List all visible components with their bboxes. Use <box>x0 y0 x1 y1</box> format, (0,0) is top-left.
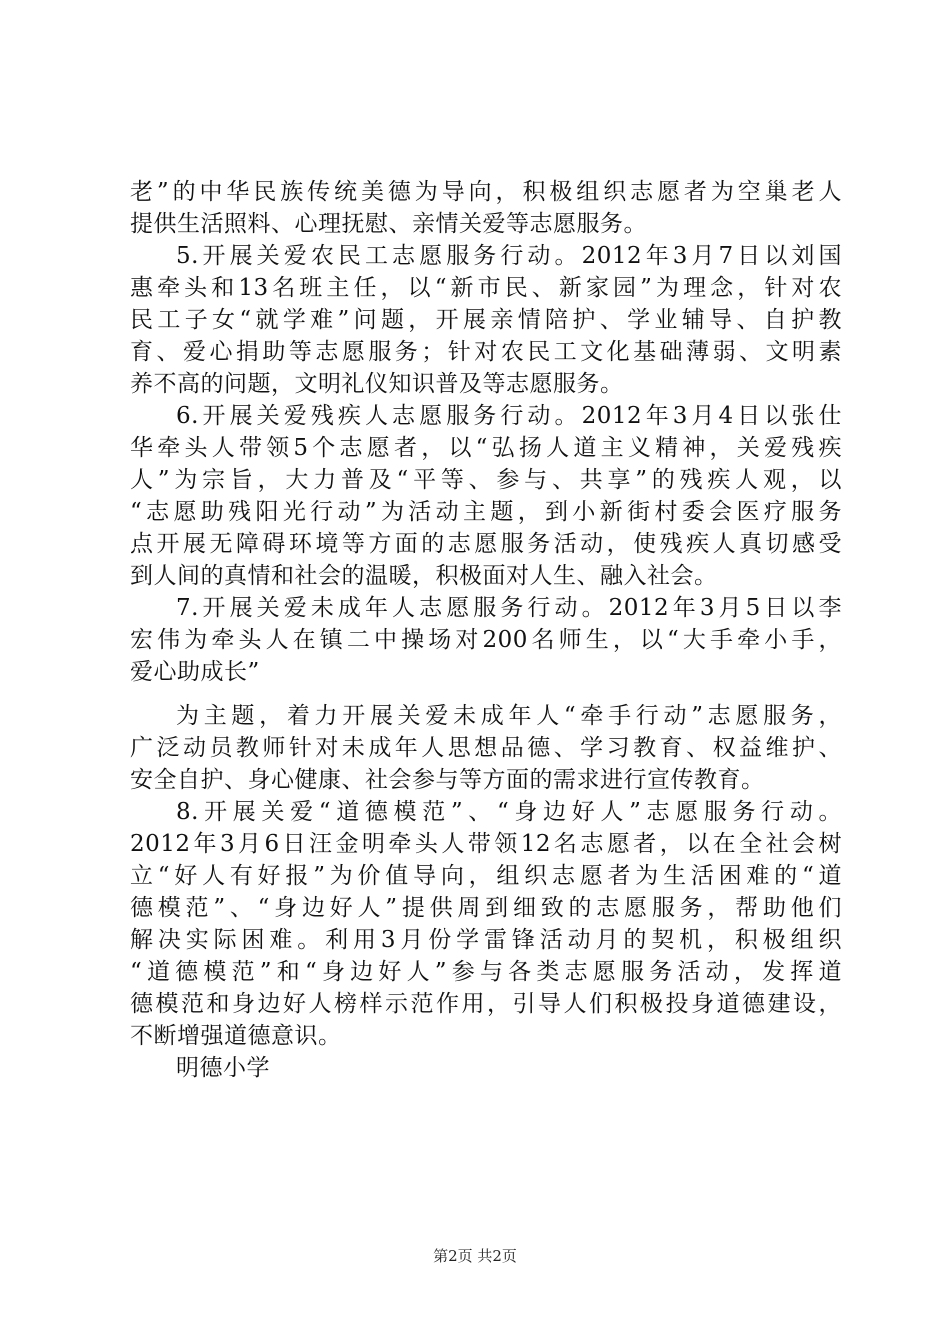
paragraph-gap <box>130 688 842 700</box>
text-line: 育、爱心捐助等志愿服务；针对农民工文化基础薄弱、文明素 <box>130 339 842 365</box>
text-line: “道德模范”和“身边好人”参与各类志愿服务活动，发挥道 <box>130 959 842 985</box>
text-line: 德模范和身边好人榜样示范作用，引导人们积极投身道德建设， <box>130 991 842 1017</box>
text-line: 惠牵头和13名班主任，以“新市民、新家园”为理念，针对农 <box>130 275 842 301</box>
text-line: 点开展无障碍环境等方面的志愿服务活动，使残疾人真切感受 <box>130 531 842 557</box>
text-line: 6.开展关爱残疾人志愿服务行动。2012年3月4日以张仕 <box>176 403 842 429</box>
text-line: 爱心助成长” <box>130 659 260 685</box>
text-line: 提供生活照料、心理抚慰、亲情关爱等志愿服务。 <box>130 211 647 237</box>
signature-school: 明德小学 <box>176 1055 270 1081</box>
text-line: 解决实际困难。利用3月份学雷锋活动月的契机，积极组织 <box>130 927 842 953</box>
text-line: 安全自护、身心健康、社会参与等方面的需求进行宣传教育。 <box>130 767 765 793</box>
text-line: 人”为宗旨，大力普及“平等、参与、共享”的残疾人观，以 <box>130 467 842 493</box>
text-line: 到人间的真情和社会的温暖，积极面对人生、融入社会。 <box>130 563 718 589</box>
text-line: 7.开展关爱未成年人志愿服务行动。2012年3月5日以李 <box>176 595 842 621</box>
text-line: 8.开展关爱“道德模范”、“身边好人”志愿服务行动。 <box>176 799 842 825</box>
text-line: 宏伟为牵头人在镇二中操场对200名师生，以“大手牵小手， <box>130 627 842 653</box>
text-line: 华牵头人带领5个志愿者，以“弘扬人道主义精神，关爱残疾 <box>130 435 842 461</box>
text-line: 老”的中华民族传统美德为导向，积极组织志愿者为空巢老人 <box>130 179 842 205</box>
page-number-footer: 第2页 共2页 <box>433 1247 517 1265</box>
text-line: 2012年3月6日汪金明牵头人带领12名志愿者，以在全社会树 <box>130 831 842 857</box>
text-line: 不断增强道德意识。 <box>130 1023 342 1049</box>
text-line: “志愿助残阳光行动”为活动主题，到小新街村委会医疗服务 <box>130 499 842 525</box>
text-line: 民工子女“就学难”问题，开展亲情陪护、学业辅导、自护教 <box>130 307 842 333</box>
text-line: 5.开展关爱农民工志愿服务行动。2012年3月7日以刘国 <box>176 243 842 269</box>
text-line: 广泛动员教师针对未成年人思想品德、学习教育、权益维护、 <box>130 735 842 761</box>
text-line: 德模范”、“身边好人”提供周到细致的志愿服务，帮助他们 <box>130 895 842 921</box>
text-line: 为主题，着力开展关爱未成年人“牵手行动”志愿服务， <box>176 703 842 729</box>
text-line: 立“好人有好报”为价值导向，组织志愿者为生活困难的“道 <box>130 863 842 889</box>
document-body <box>130 176 842 1084</box>
text-line: 养不高的问题，文明礼仪知识普及等志愿服务。 <box>130 371 624 397</box>
